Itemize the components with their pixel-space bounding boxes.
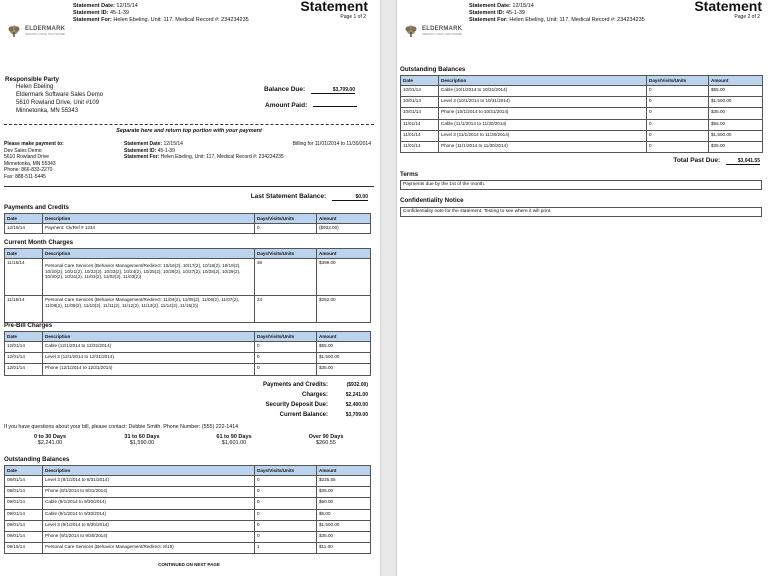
eldermark-logo bbox=[403, 25, 462, 37]
col-description: Description bbox=[439, 76, 647, 86]
col-date: Date bbox=[5, 249, 43, 259]
cell-amount: $35.00 bbox=[317, 487, 371, 498]
table-row bbox=[401, 108, 763, 119]
cell-description: Cable (9/1/2014 to 9/30/2014) bbox=[43, 498, 255, 509]
confidentiality-text: Confidentiality note for the statement. Testing to see where it will print. bbox=[400, 207, 762, 217]
table-row bbox=[5, 224, 371, 234]
total-label: Security Deposit Due: bbox=[265, 402, 328, 408]
col-units: Days/Visits/Units bbox=[647, 76, 709, 86]
page-number: Page 2 of 2 bbox=[734, 14, 760, 20]
cell-amount: $252.00 bbox=[317, 296, 371, 323]
continued-note: CONTINUED ON NEXT PAGE bbox=[158, 562, 220, 567]
remit-city: Minnetonka, MN 55343 bbox=[4, 160, 56, 167]
outstanding-table bbox=[4, 465, 371, 554]
cell-date: 12/01/14 bbox=[5, 364, 43, 375]
statement-date: 12/15/14 bbox=[116, 3, 138, 9]
aging-bucket bbox=[280, 434, 372, 446]
cell-units: 0 bbox=[255, 342, 317, 353]
cell-units: 0 bbox=[255, 531, 317, 542]
cell-date: 11/01/14 bbox=[401, 141, 439, 152]
cell-description: Cable (11/1/2014 to 11/30/2014) bbox=[439, 119, 647, 130]
col-date: Date bbox=[5, 214, 43, 224]
col-amount: Amount bbox=[709, 76, 763, 86]
table-row bbox=[5, 487, 371, 498]
statement-header bbox=[73, 3, 303, 24]
total-label: Current Balance: bbox=[279, 412, 328, 418]
cell-units: 0 bbox=[255, 476, 317, 487]
eldermark-logo bbox=[6, 25, 65, 37]
statement-id-label: Statement ID: bbox=[469, 10, 505, 16]
prebill-heading: Pre-Bill Charges bbox=[4, 322, 53, 329]
total-value: $2,400.00 bbox=[345, 402, 368, 408]
cell-units: 0 bbox=[255, 509, 317, 520]
col-description: Description bbox=[43, 249, 255, 259]
statement-page-2 bbox=[397, 0, 768, 576]
cell-description: Payment: Ck/Ref # 1234 bbox=[43, 224, 255, 234]
table-row bbox=[401, 141, 763, 152]
statement-for-label: Statement For: bbox=[73, 17, 112, 23]
remit-fax: Fax: 888-511-5445 bbox=[4, 173, 46, 180]
table-row bbox=[5, 342, 371, 353]
total-row-current bbox=[190, 410, 368, 420]
current-charges-heading: Current Month Charges bbox=[4, 239, 74, 246]
table-row bbox=[401, 97, 763, 108]
col-date: Date bbox=[5, 332, 43, 342]
total-value: $3,709.00 bbox=[345, 412, 368, 418]
cell-units: 0 bbox=[647, 141, 709, 152]
total-row-payments bbox=[190, 380, 368, 390]
statement-date-label: Statement Date: bbox=[73, 3, 115, 9]
party-org: Eldermark Software Sales Demo bbox=[16, 92, 104, 98]
amount-paid-label: Amount Paid: bbox=[265, 102, 308, 109]
cell-date: 08/01/14 bbox=[5, 487, 43, 498]
tear-line bbox=[4, 124, 374, 125]
col-date: Date bbox=[5, 466, 43, 476]
aging-value: $1,590.00 bbox=[129, 440, 155, 446]
aging-label: 0 to 30 Days bbox=[33, 434, 67, 440]
table-row bbox=[401, 86, 763, 97]
statement-id-label: Statement ID: bbox=[73, 10, 109, 16]
balance-due-row bbox=[264, 86, 355, 94]
statement-for: Helen Ebeling, Unit: 117, Medical Record #: 234234235 bbox=[509, 17, 645, 23]
cell-amount: $1,500.00 bbox=[709, 97, 763, 108]
cell-amount: $55.00 bbox=[709, 119, 763, 130]
remit-to-block bbox=[4, 141, 114, 180]
col-amount: Amount bbox=[317, 214, 371, 224]
balance-due-value: $3,709.00 bbox=[311, 87, 355, 94]
page-title: Statement bbox=[694, 0, 762, 14]
cell-amount: $35.00 bbox=[317, 531, 371, 542]
stub-id-label: Statement ID: bbox=[124, 147, 157, 154]
divider bbox=[4, 186, 374, 187]
cell-amount: $5.00 bbox=[317, 509, 371, 520]
page-number: Page 1 of 2 bbox=[340, 14, 366, 20]
statement-page-1 bbox=[0, 0, 380, 576]
col-amount: Amount bbox=[317, 466, 371, 476]
cell-units: 0 bbox=[647, 108, 709, 119]
table-row bbox=[5, 543, 371, 554]
total-value: ($932.00) bbox=[346, 382, 368, 388]
cell-amount: $35.00 bbox=[709, 141, 763, 152]
cell-description: Phone (12/1/2014 to 12/31/2014) bbox=[43, 364, 255, 375]
cell-units: 0 bbox=[647, 97, 709, 108]
cell-date: 11/15/14 bbox=[5, 259, 43, 296]
cell-amount: $35.00 bbox=[317, 364, 371, 375]
remit-heading: Please make payment to: bbox=[4, 141, 64, 147]
aging-bucket bbox=[96, 434, 188, 446]
logo-name: ELDERMARK bbox=[25, 26, 66, 32]
cell-amount: $55.00 bbox=[709, 86, 763, 97]
party-name: Helen Ebeling bbox=[16, 84, 54, 90]
cell-date: 12/01/14 bbox=[5, 353, 43, 364]
cell-amount: $1,500.00 bbox=[709, 130, 763, 141]
total-past-due-value: $3,041.55 bbox=[726, 158, 760, 165]
cell-date: 09/01/14 bbox=[5, 531, 43, 542]
cell-description: Cable (9/1/2014 to 9/30/2014) bbox=[43, 509, 255, 520]
cell-date: 10/01/14 bbox=[401, 97, 439, 108]
statement-date: 12/15/14 bbox=[512, 3, 534, 9]
stub-date-label: Statement Date: bbox=[124, 141, 163, 147]
cell-date: 10/01/14 bbox=[401, 108, 439, 119]
cell-date: 11/01/14 bbox=[401, 119, 439, 130]
contact-note: If you have questions about your bill, please contact: Debbie Smith. Phone Number: (555) 222-1414 bbox=[4, 424, 239, 430]
tree-icon bbox=[403, 25, 419, 37]
statement-id: 45-1-39 bbox=[505, 10, 525, 16]
col-date: Date bbox=[401, 76, 439, 86]
cell-units: 0 bbox=[647, 119, 709, 130]
cell-amount: $1,500.00 bbox=[317, 353, 371, 364]
aging-value: $260.55 bbox=[316, 440, 336, 446]
col-units: Days/Visits/Units bbox=[255, 249, 317, 259]
current-charges-table bbox=[4, 248, 371, 323]
total-row-charges bbox=[190, 390, 368, 400]
logo-subtitle: SENIOR LIVING SOFTWARE bbox=[422, 32, 462, 36]
cell-units: 0 bbox=[255, 224, 317, 234]
cell-amount: ($932.00) bbox=[317, 224, 371, 234]
table-row bbox=[5, 296, 371, 323]
party-address: 5610 Rowland Drive, Unit #109 bbox=[16, 100, 100, 106]
table-row bbox=[5, 498, 371, 509]
cell-amount: $225.55 bbox=[317, 476, 371, 487]
col-amount: Amount bbox=[317, 332, 371, 342]
aging-label: 31 to 60 Days bbox=[124, 434, 160, 440]
last-balance-value: $0.00 bbox=[332, 194, 368, 201]
separator-instruction: Separate here and return top portion with your payment bbox=[116, 128, 262, 134]
cell-description: Personal Care Services (Behavior Management/Redirect: 8/19) bbox=[43, 543, 255, 554]
cell-date: 08/01/14 bbox=[5, 476, 43, 487]
statement-header bbox=[469, 3, 699, 24]
cell-date: 09/15/14 bbox=[5, 543, 43, 554]
cell-amount: $50.00 bbox=[317, 498, 371, 509]
payments-heading: Payments and Credits bbox=[4, 204, 69, 211]
table-row bbox=[5, 364, 371, 375]
table-row bbox=[5, 353, 371, 364]
col-description: Description bbox=[43, 466, 255, 476]
aging-bucket bbox=[188, 434, 280, 446]
cell-date: 11/15/14 bbox=[5, 296, 43, 323]
col-amount: Amount bbox=[317, 249, 371, 259]
terms-text: Payments due by the 1st of the month. bbox=[400, 180, 762, 190]
table-row bbox=[5, 509, 371, 520]
cell-date: 09/01/14 bbox=[5, 520, 43, 531]
page-title: Statement bbox=[300, 0, 368, 14]
outstanding-table bbox=[400, 75, 763, 153]
stub-id: 45-1-39 bbox=[157, 147, 175, 154]
table-row bbox=[401, 130, 763, 141]
cell-description: Level 3 (10/1/2014 to 10/31/2014) bbox=[439, 97, 647, 108]
cell-date: 11/01/14 bbox=[401, 130, 439, 141]
col-description: Description bbox=[43, 214, 255, 224]
cell-description: Phone (11/1/2014 to 11/30/2014) bbox=[439, 141, 647, 152]
outstanding-heading: Outstanding Balances bbox=[400, 66, 466, 73]
cell-amount: $55.00 bbox=[317, 342, 371, 353]
total-row-deposit bbox=[190, 400, 368, 410]
logo-subtitle: SENIOR LIVING SOFTWARE bbox=[25, 32, 65, 36]
billing-period: Billing for 11/01/2014 to 11/30/2014 bbox=[292, 141, 371, 147]
total-label: Payments and Credits: bbox=[262, 382, 328, 388]
statement-for: Helen Ebeling, Unit: 117, Medical Record #: 234234235 bbox=[113, 17, 249, 23]
cell-units: 1 bbox=[255, 543, 317, 554]
cell-amount: $11.00 bbox=[317, 543, 371, 554]
stub-for: Helen Ebeling, Unit: 117, Medical Record #: 234234235 bbox=[160, 154, 284, 160]
remit-name: Dev Sales Demo bbox=[4, 147, 42, 154]
cell-units: 38 bbox=[255, 259, 317, 296]
cell-units: 0 bbox=[255, 353, 317, 364]
tree-icon bbox=[6, 25, 22, 37]
cell-description: Personal Care Services (Behavior Management/Redirect: 10/16(2), 10/17(2), 10/18(2), 10/19(2), 10/20(2), 10/21(2), 10/22(2), 10/23(2), 10/24(2), 10/25(2), 10/26(2), 10/27(2), 10/28(2), 10/29(2), 10/30(2), 10/31(2), 11/01(2), 11/02(2), 11/03(2)) bbox=[43, 259, 255, 296]
statement-date-label: Statement Date: bbox=[469, 3, 511, 9]
stub-date: 12/15/14 bbox=[163, 141, 183, 147]
total-past-due-row bbox=[673, 157, 760, 165]
cell-amount: $1,500.00 bbox=[317, 520, 371, 531]
cell-description: Cable (10/1/2014 to 10/31/2014) bbox=[439, 86, 647, 97]
payments-table bbox=[4, 213, 371, 234]
col-description: Description bbox=[43, 332, 255, 342]
cell-date: 12/15/14 bbox=[5, 224, 43, 234]
amount-paid-row bbox=[265, 100, 357, 109]
cell-amount: $399.00 bbox=[317, 259, 371, 296]
cell-units: 0 bbox=[255, 487, 317, 498]
statement-for-label: Statement For: bbox=[469, 17, 508, 23]
cell-date: 12/01/14 bbox=[5, 342, 43, 353]
cell-description: Cable (12/1/2014 to 12/31/2014) bbox=[43, 342, 255, 353]
remit-phone: Phone: 866-833-2270 bbox=[4, 167, 53, 173]
balance-due-label: Balance Due: bbox=[264, 86, 306, 93]
cell-date: 10/01/14 bbox=[401, 86, 439, 97]
responsible-party-heading: Responsible Party bbox=[5, 76, 59, 83]
table-row bbox=[5, 520, 371, 531]
cell-units: 0 bbox=[255, 520, 317, 531]
logo-name: ELDERMARK bbox=[422, 26, 463, 32]
total-past-due-label: Total Past Due: bbox=[673, 157, 721, 164]
table-row bbox=[401, 119, 763, 130]
col-units: Days/Visits/Units bbox=[255, 466, 317, 476]
col-units: Days/Visits/Units bbox=[255, 332, 317, 342]
last-balance-row bbox=[251, 193, 368, 201]
cell-description: Level 3 (9/1/2014 to 9/30/2014) bbox=[43, 520, 255, 531]
outstanding-heading: Outstanding Balances bbox=[4, 456, 70, 463]
statement-id: 45-1-39 bbox=[109, 10, 129, 16]
cell-units: 0 bbox=[647, 86, 709, 97]
amount-paid-field[interactable] bbox=[313, 100, 357, 107]
party-city: Minnetonka, MN 55343 bbox=[16, 108, 79, 114]
cell-units: 0 bbox=[255, 364, 317, 375]
cell-description: Level 3 (8/1/2014 to 8/31/2014) bbox=[43, 476, 255, 487]
cell-amount: $35.00 bbox=[709, 108, 763, 119]
aging-label: Over 90 Days bbox=[308, 434, 344, 440]
remit-address: 5610 Rowland Drive bbox=[4, 154, 50, 160]
aging-value: $2,241.00 bbox=[37, 440, 63, 446]
total-value: $2,241.00 bbox=[345, 392, 368, 398]
cell-units: 0 bbox=[647, 130, 709, 141]
cell-description: Phone (9/1/2014 to 9/30/2014) bbox=[43, 531, 255, 542]
table-row bbox=[5, 259, 371, 296]
responsible-party bbox=[5, 76, 155, 115]
confidentiality-heading: Confidentiality Notice bbox=[400, 197, 464, 204]
table-row bbox=[5, 531, 371, 542]
col-units: Days/Visits/Units bbox=[255, 214, 317, 224]
table-row bbox=[5, 476, 371, 487]
cell-units: 0 bbox=[255, 498, 317, 509]
aging-bucket bbox=[4, 434, 96, 446]
aging-summary bbox=[4, 434, 374, 446]
prebill-table bbox=[4, 331, 371, 376]
cell-description: Phone (10/1/2014 to 10/31/2014) bbox=[439, 108, 647, 119]
cell-description: Personal Care Services (Behavior Management/Redirect: 11/04(2), 11/05(2), 11/06(2), 11/07(2), 11/08(2), 11/09(2), 11/10(2), 11/11(2), 11/12(2), 11/13(2), 11/14(2), 11/15(2)) bbox=[43, 296, 255, 323]
total-label: Charges: bbox=[301, 392, 328, 398]
totals-block bbox=[190, 380, 368, 420]
cell-description: Level 3 (11/1/2014 to 11/30/2014) bbox=[439, 130, 647, 141]
cell-description: Phone (8/1/2014 to 8/31/2014) bbox=[43, 487, 255, 498]
aging-value: $1,601.00 bbox=[221, 440, 247, 446]
terms-heading: Terms bbox=[400, 171, 419, 178]
cell-description: Level 3 (12/1/2014 to 12/31/2014) bbox=[43, 353, 255, 364]
cell-date: 09/01/14 bbox=[5, 498, 43, 509]
stub-for-label: Statement For: bbox=[124, 154, 160, 160]
last-balance-label: Last Statement Balance: bbox=[250, 193, 327, 200]
aging-label: 61 to 90 Days bbox=[216, 434, 252, 440]
cell-units: 24 bbox=[255, 296, 317, 323]
cell-date: 09/01/14 bbox=[5, 509, 43, 520]
